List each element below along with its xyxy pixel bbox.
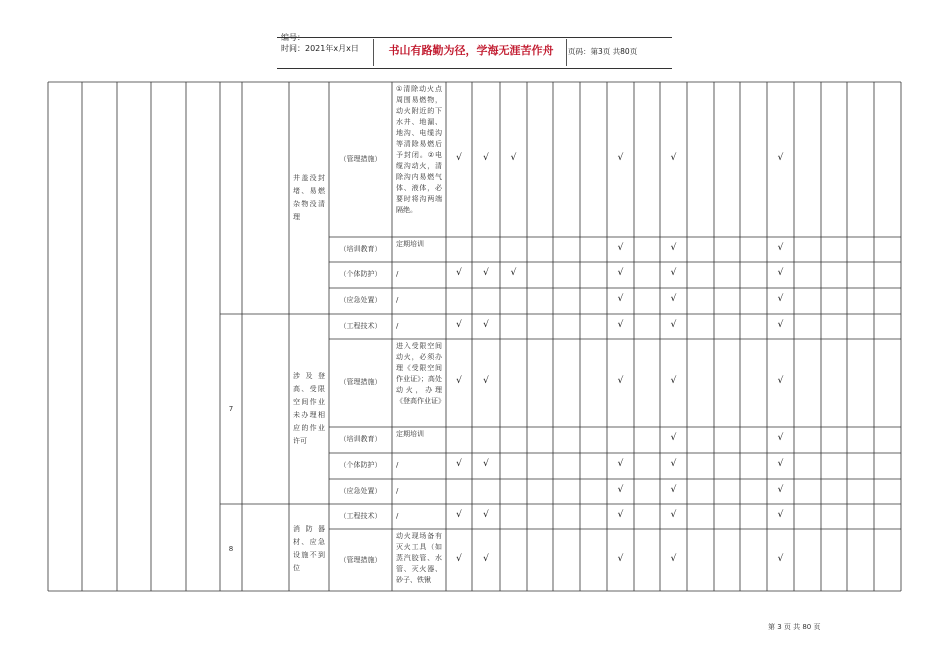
group-number: 8 (228, 544, 234, 553)
check-mark: √ (510, 268, 517, 278)
check-mark: √ (670, 294, 677, 304)
measure-type: （个体防护） (339, 461, 382, 469)
check-mark: √ (670, 268, 677, 278)
header-motto: 书山有路勤为径，学海无涯苦作舟 (388, 44, 554, 57)
measure-type: （培训教育） (339, 244, 382, 253)
check-mark: √ (617, 484, 624, 495)
measure-detail: / (396, 321, 399, 330)
check-mark: √ (483, 459, 489, 469)
check-mark: √ (456, 319, 462, 330)
check-mark: √ (617, 376, 624, 386)
check-mark: √ (777, 152, 784, 163)
page-footer: 第 3 页 共 80 页 (768, 623, 821, 631)
measure-detail: / (396, 486, 399, 495)
measure-type: （培训教育） (339, 435, 382, 443)
check-mark: √ (483, 319, 489, 330)
measure-detail: 动火现场备有灭火工具（如蒸汽胶管、水管、灭火器、砂子、铁锹 (396, 532, 442, 584)
hazard-description: 消防器材、应急设施不到位 (293, 524, 325, 572)
check-mark: √ (456, 376, 462, 386)
check-mark: √ (483, 554, 489, 564)
measure-type: （管理措施） (339, 556, 382, 564)
check-mark: √ (670, 509, 677, 520)
check-mark: √ (670, 319, 677, 330)
check-mark: √ (483, 268, 489, 278)
check-mark: √ (670, 376, 677, 386)
measure-detail: 定期培训 (396, 430, 424, 438)
measure-type: （管理措施） (339, 378, 382, 386)
measure-type: （管理措施） (339, 154, 382, 163)
group-number: 7 (228, 405, 234, 413)
check-mark: √ (777, 319, 784, 330)
check-mark: √ (670, 242, 677, 253)
check-mark: √ (483, 376, 489, 386)
measure-detail: ①清除动火点周围易燃物，动火附近的下水井、地漏、地沟、电缆沟等清除易燃后予封闭。②电缆沟动火，清除沟内易燃气体、液体，必要时将沟两端隔绝。 (396, 85, 442, 214)
check-mark: √ (456, 459, 462, 469)
check-mark: √ (670, 152, 677, 163)
check-mark: √ (777, 294, 784, 304)
check-mark: √ (777, 433, 784, 443)
measure-detail: / (396, 296, 399, 304)
check-mark: √ (670, 554, 677, 564)
check-mark: √ (617, 242, 624, 253)
header-page-info: 页码：第3页 共80页 (568, 47, 638, 56)
check-mark: √ (456, 554, 462, 564)
check-mark: √ (456, 509, 462, 520)
check-mark: √ (777, 242, 784, 253)
check-mark: √ (777, 509, 784, 520)
measure-type: （应急处置） (339, 486, 382, 495)
check-mark: √ (777, 376, 784, 386)
check-mark: √ (777, 554, 784, 564)
check-mark: √ (670, 433, 677, 443)
check-mark: √ (777, 268, 784, 278)
check-mark: √ (483, 509, 489, 520)
measure-detail: / (396, 511, 399, 520)
check-mark: √ (510, 152, 517, 163)
check-mark: √ (456, 268, 462, 278)
measure-type: （工程技术） (339, 511, 382, 520)
check-mark: √ (777, 459, 784, 469)
check-mark: √ (617, 294, 624, 304)
check-mark: √ (617, 554, 624, 564)
check-mark: √ (483, 152, 489, 163)
check-mark: √ (617, 319, 624, 330)
measure-type: （个体防护） (339, 270, 382, 278)
measure-detail: 进入受限空间动火，必须办理《受限空间作业证》；高处动火，办理《登高作业证》 (396, 342, 445, 405)
hazard-description: 涉及登高、受限空间作业未办理相应的作业许可 (293, 372, 325, 445)
check-mark: √ (617, 152, 624, 163)
check-mark: √ (456, 152, 462, 163)
document-time: 时间：2021年x月x日 (281, 44, 359, 53)
measure-detail: 定期培训 (396, 240, 424, 248)
document-number-label: 编号： (281, 33, 305, 42)
check-mark: √ (617, 509, 624, 520)
check-mark: √ (617, 459, 624, 469)
measure-type: （工程技术） (339, 321, 382, 330)
measure-detail: / (396, 461, 399, 469)
check-mark: √ (777, 484, 784, 495)
check-mark: √ (617, 268, 624, 278)
check-mark: √ (670, 459, 677, 469)
hazard-description: 井盖没封堵、易燃杂物没清理 (293, 174, 325, 221)
measure-type: （应急处置） (339, 296, 382, 304)
measure-detail: / (396, 270, 399, 278)
check-mark: √ (670, 484, 677, 495)
